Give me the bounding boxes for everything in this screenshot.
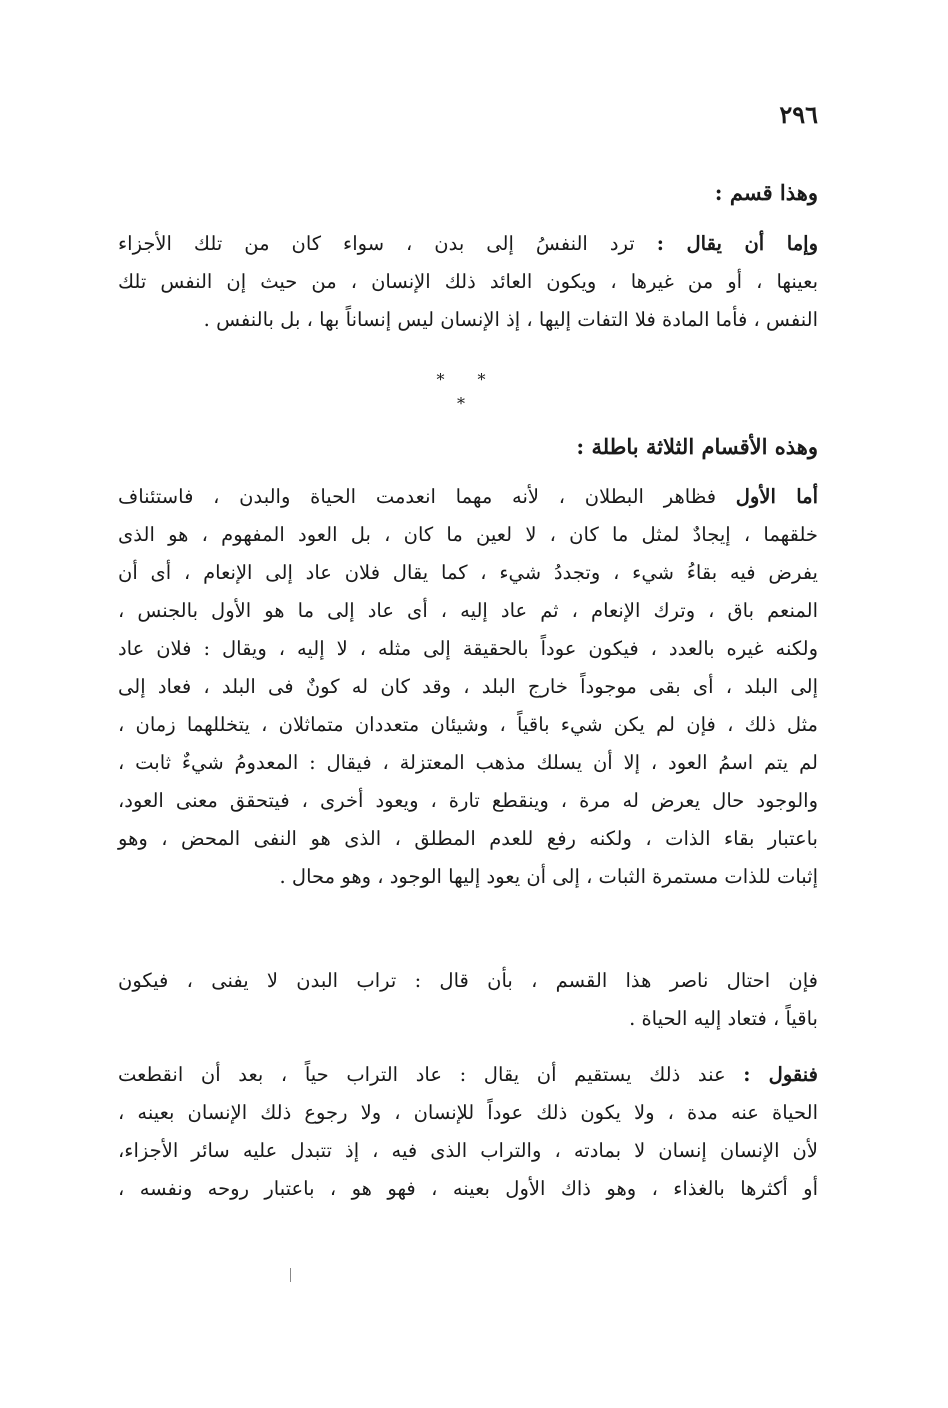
lead-phrase: وإما أن يقال : xyxy=(656,232,818,255)
text-line: وإما أن يقال : ترد النفسُ إلى بدن ، سواء كان من تلك الأجزاء xyxy=(118,232,818,255)
page-number: ٢٩٦ xyxy=(779,100,818,129)
text-line: والوجود حال يعرض له مرة ، وينقطع تارة ، ويعود أخرى ، فيتحقق معنى العود، xyxy=(118,789,818,812)
section-separator: * * * xyxy=(436,370,500,413)
text-line: مثل ذلك ، فإن لم يكن شيء باقياً ، وشيئان متعددان متماثلان ، يتخللهما زمان ، xyxy=(118,713,818,736)
paragraph-reply xyxy=(118,1056,818,1208)
text-line: إثبات للذات مستمرة الثبات ، إلى أن يعود إليها الوجود ، وهو محال . xyxy=(279,865,818,888)
lead-phrase: أما الأول xyxy=(735,485,818,508)
paragraph-third-division xyxy=(118,225,818,339)
text-line: لم يتم اسمُ العود ، إلا أن يسلك مذهب المعتزلة ، فيقال : المعدومُ شيءٌ ثابت ، xyxy=(118,751,818,774)
text-line: أو أكثرها بالغذاء ، وهو ذاك الأول بعينه ، فهو هو ، باعتبار روحه ونفسه ، xyxy=(118,1177,818,1200)
text-line: أما الأول فظاهر البطلان ، لأنه مهما انعدمت الحياة والبدن ، فاستئناف xyxy=(118,485,818,508)
text-line: المنعم باق ، وترك الإنعام ، ثم عاد إليه ، أى عاد إلى ما هو الأول بالجنس ، xyxy=(118,599,818,622)
text-line: الحياة عنه مدة ، ولا يكون ذلك عوداً للإنسان ، ولا رجوع ذلك الإنسان بعينه ، xyxy=(118,1101,818,1124)
text-line: باقياً ، فتعاد إليه الحياة . xyxy=(629,1007,818,1030)
text-line: فإن احتال ناصر هذا القسم ، بأن قال : تراب البدن لا يفنى ، فيكون xyxy=(118,969,818,992)
document-page xyxy=(118,0,818,1408)
paragraph-first-division-refutation xyxy=(118,478,818,896)
paragraph-objection xyxy=(118,962,818,1038)
section-heading-three-divisions-invalid: وهذه الأقسام الثلاثة باطلة : xyxy=(576,434,818,459)
text-line: النفس ، فأما المادة فلا التفات إليها ، إذ الإنسان ليس إنساناً بها ، بل بالنفس . xyxy=(203,308,818,331)
text-line: ولكنه غيره بالعدد ، فيكون عوداً بالحقيقة إلى مثله ، لا إليه ، ويقال : فلان عاد xyxy=(118,637,818,660)
lead-phrase: فنقول : xyxy=(743,1063,818,1086)
text-line: خلقهما ، إيجادٌ لمثل ما كان ، لا لعين ما كان ، بل العود المفهوم ، هو الذى xyxy=(118,523,818,546)
text-line: بعينها ، أو من غيرها ، ويكون العائد ذلك الإنسان ، من حيث إن النفس تلك xyxy=(118,270,818,293)
text-line: فنقول : عند ذلك يستقيم أن يقال : عاد التراب حياً ، بعد أن انقطعت xyxy=(118,1063,818,1086)
scan-mark xyxy=(290,1268,291,1282)
text-line: يفرض فيه بقاءُ شيء ، وتجددُ شيء ، كما يقال فلان عاد إلى الإنعام ، أى أن xyxy=(118,561,818,584)
text-line: باعتبار بقاء الذات ، ولكنه رفع للعدم المطلق ، الذى هو النفى المحض ، وهو xyxy=(118,827,818,850)
text-line: لأن الإنسان إنسان لا بمادته ، والتراب الذى فيه ، إذ تتبدل عليه سائر الأجزاء، xyxy=(118,1139,818,1162)
section-heading-this-is-a-division: وهذا قسم : xyxy=(714,180,818,205)
text-line: إلى البلد ، أى بقى موجوداً خارج البلد ، وقد كان له كونٌ فى البلد ، فعاد إلى xyxy=(118,675,818,698)
